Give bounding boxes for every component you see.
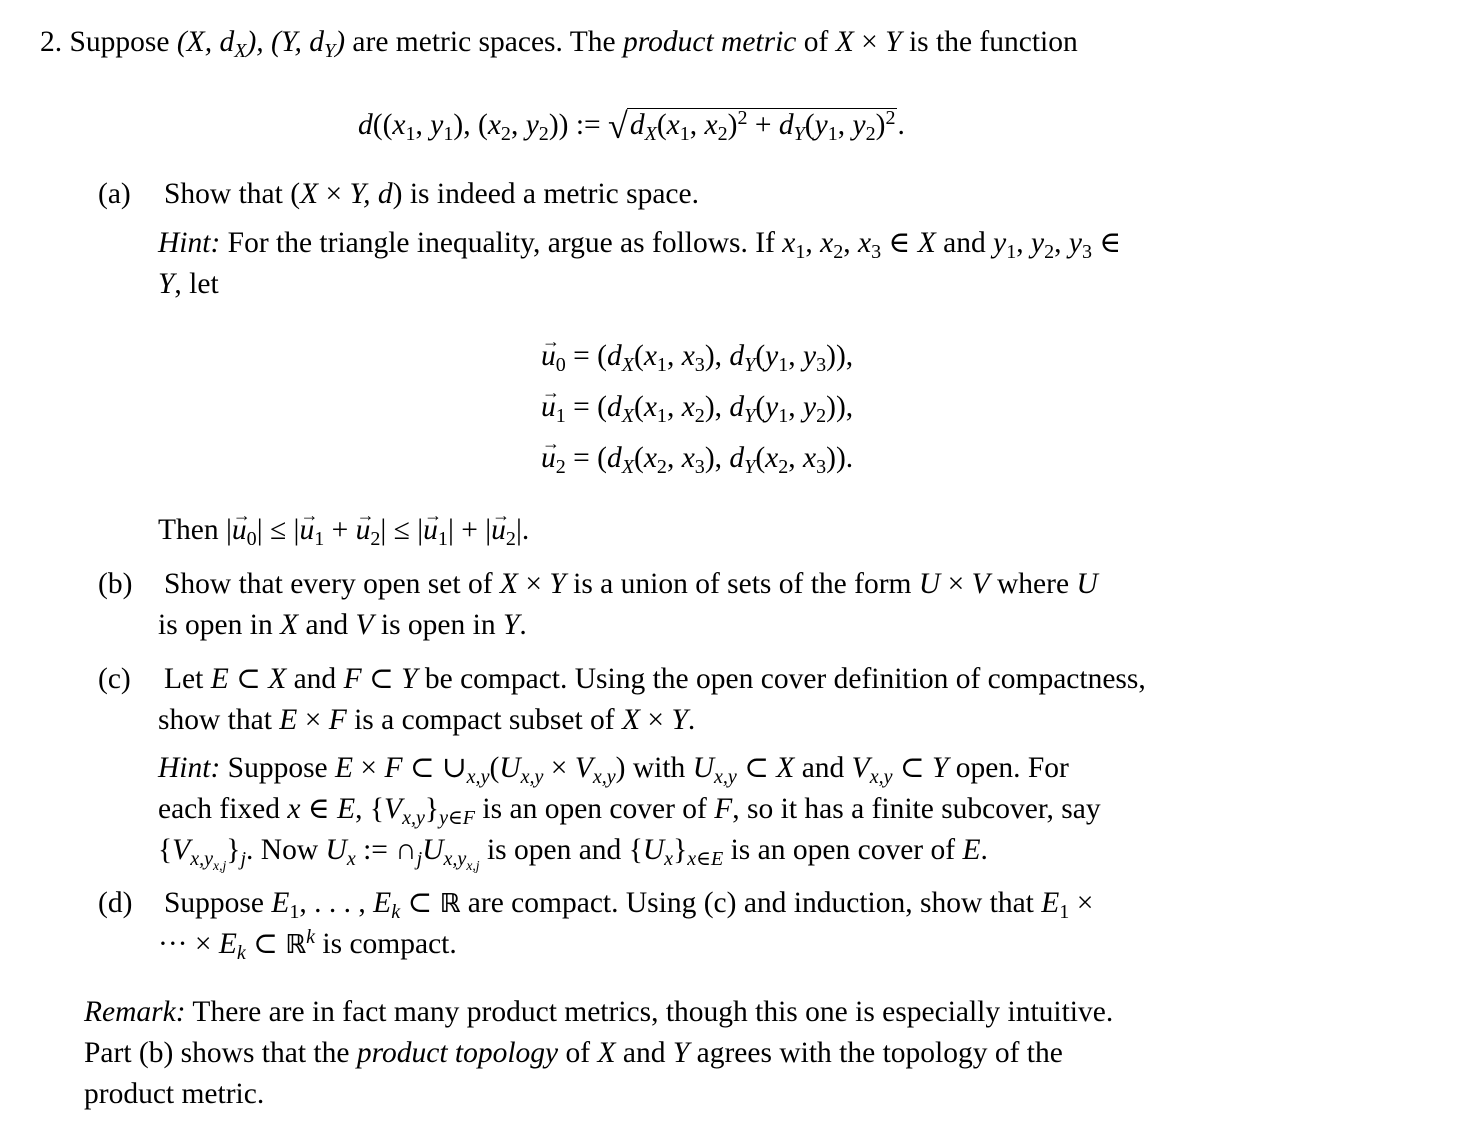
part-c-label: (c): [98, 663, 131, 695]
vector-u1-definition: → $u_1 = (d_X(x_1$, $x_2$), $d_Y(y_1$, $y_2$)),: [541, 382, 853, 433]
problem-intro: 2. Suppose (X, $d_X$), (Y, $d_Y$) are metric spaces. The product metric of X × Y is the function: [40, 26, 1078, 63]
part-c: (c) Let E ⊂ X and F ⊂ Y be compact. Using the open cover definition of compactness,: [98, 659, 1146, 700]
vector-u2-definition: → $u_2 = (d_X(x_2$, $x_3$), $d_Y(x_2$, $x_3$)).: [541, 433, 853, 484]
hint-label: Hint:: [158, 227, 221, 259]
remark-line3: product metric.: [84, 1078, 265, 1110]
part-c-hint-line1: Hint: Suppose E × F ⊂ $\cup_{x,y}(U_{x,y} \times V_{x,y})$ with $U_{x,y}$ ⊂ X and $V_{x,y}$ ⊂ Y open. For: [158, 752, 1069, 789]
remark: Remark: There are in fact many product metrics, though this one is especially intuitive.: [84, 996, 1114, 1028]
part-a-label: (a): [98, 178, 131, 210]
product-topology-term: product topology: [356, 1037, 559, 1069]
problem-number: 2.: [40, 26, 63, 58]
part-b: (b) Show that every open set of X × Y is a union of sets of the form U × V where U: [98, 564, 1098, 605]
part-b-label: (b): [98, 568, 133, 600]
remark-line2: Part (b) shows that the product topology of X and Y agrees with the topology of the: [84, 1037, 1063, 1069]
vector-u0-definition: → $u_0 = (d_X(x_1$, $x_3$), $d_Y(y_1$, $y_3$)),: [541, 331, 853, 382]
part-d: (d) Suppose $E_1$, . . . , $E_k$ ⊂ ℝ are compact. Using (c) and induction, show that $E_1$ ×: [98, 883, 1093, 925]
triangle-inequality-line: Then |→ $u_0|$ ≤ |→ $u_1$ + → $u_2|$ ≤ |→ $u_1|$ + |→ $u_2|$.: [158, 510, 529, 551]
product-metric-term: product metric: [622, 26, 797, 58]
vector-definitions: [541, 331, 853, 484]
part-b-line2: is open in X and V is open in Y.: [158, 609, 527, 641]
part-d-label: (d): [98, 887, 133, 919]
part-a-hint-line2: Y, let: [158, 268, 219, 300]
part-a: (a) Show that (X × Y, d) is indeed a metric space.: [98, 174, 699, 215]
remark-label: Remark:: [84, 996, 186, 1028]
product-metric-equation: $d((x_1$, $y_1$), ($x_2$, $y_2$)) := $√d_X(x_1$, $x_2)^2 + d_Y(y_1$, $y_2)^2$.: [358, 106, 905, 146]
part-c-line2: show that E × F is a compact subset of X × Y.: [158, 704, 696, 736]
part-c-hint-line2: each fixed x ∈ E, $\{V_{x,y}\}_{y\in F}$ is an open cover of F, so it has a finite subcover, say: [158, 793, 1101, 830]
part-d-line2: ··· × $E_k$ ⊂ ℝ$^k$ is compact.: [158, 925, 457, 965]
part-c-hint-line3: $\{V_{x,y_{x,j}}\}_j$. Now $U_x$ := $\cap_jU_{x,y_{x,j}}$ is open and $\{U_x\}_{x\in E}$ is an open cover of E.: [158, 834, 988, 873]
part-a-hint-line1: Hint: For the triangle inequality, argue as follows. If $x_1$, $x_2$, $x_3$ ∈ X and $y_1$, $y_2$, $y_3$ ∈: [158, 227, 1122, 264]
